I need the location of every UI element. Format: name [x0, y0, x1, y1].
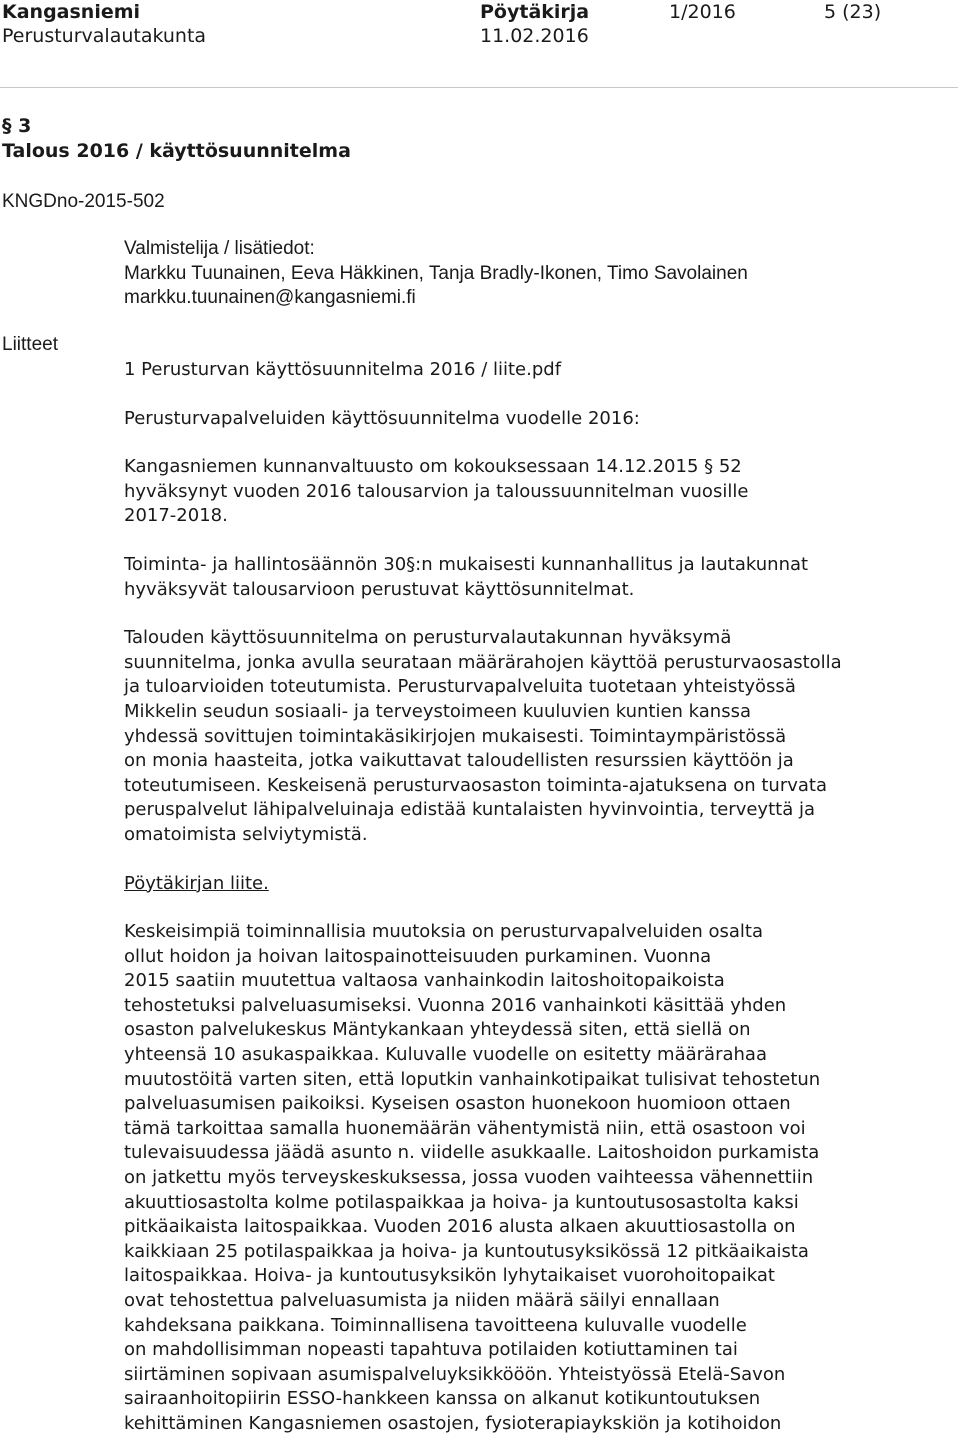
text-line: hyväksyvät talousarvioon perustuvat käyttösunnitelmat. [124, 578, 635, 600]
text-line: muutostöitä varten siten, että loputkin vanhainkotipaikat tulisivat tehostetun [124, 1068, 821, 1090]
text-line: on mahdollisimman nopeasti tapahtuva potilaiden kotiuttaminen tai [124, 1339, 738, 1361]
paragraph-regulation [124, 553, 904, 602]
header-divider [0, 87, 958, 88]
text-line: omatoimista selviytymistä. [124, 823, 368, 845]
text-line: Talouden käyttösuunnitelma on perusturvalautakunnan hyväksymä [124, 627, 732, 649]
text-line: ja tuloarvioiden toteutumista. Perusturvapalveluita tuotetaan yhteistyössä [124, 676, 796, 698]
header-organization: Kangasniemi [2, 1, 141, 23]
text-line: sairaanhoitopiirin ESSO-hankkeen kanssa on alkanut kotikuntoutuksen [124, 1388, 761, 1410]
header-meeting-number: 1/2016 [669, 1, 736, 23]
text-line: pitkäaikaista laitospaikkaa. Vuoden 2016 alusta alkaen akuuttiosastolla on [124, 1216, 796, 1238]
attachment-item: 1 Perusturvan käyttösuunnitelma 2016 / liite.pdf [124, 359, 562, 380]
text-line: 2017-2018. [124, 505, 228, 527]
header-page-number: 5 (23) [824, 1, 882, 23]
preparer-email: markku.tuunainen@kangasniemi.fi [124, 287, 416, 308]
appendix-link[interactable]: Pöytäkirjan liite. [124, 872, 269, 894]
header-date: 11.02.2016 [480, 25, 589, 47]
section-heading [2, 114, 351, 164]
text-line: Mikkelin seudun sosiaali- ja terveystoimeen kuuluvien kuntien kanssa [124, 700, 751, 722]
header-unit: Perusturvalautakunta [2, 25, 207, 47]
text-line: toteutumiseen. Keskeisenä perusturvaosaston toiminta-ajatuksena on turvata [124, 774, 827, 796]
text-line: ovat tehostettua palveluasumista ja niiden määrä säilyi ennallaan [124, 1290, 720, 1311]
text-line: Toiminta- ja hallintosäännön 30§:n mukaisesti kunnanhallitus ja lautakunnat [124, 553, 809, 575]
appendix-link-paragraph [124, 872, 904, 897]
document-body [124, 358, 904, 1437]
text-line: kahdeksana paikkana. Toiminnallisena tavoitteena kuluvalle vuodelle [124, 1314, 747, 1336]
attachments-label: Liitteet [2, 334, 58, 355]
text-line: on monia haasteita, jotka vaikuttavat taloudellisten resurssien käyttöön ja [124, 750, 794, 772]
section-number: 3 [18, 115, 32, 137]
section-symbol: § [2, 115, 12, 137]
text-line: osaston palvelukeskus Mäntykankaan yhteydessä siten, että siellä on [124, 1019, 751, 1041]
text-line: peruspalvelut lähipalveluinaja edistää kuntalaisten hyvinvointia, terveyttä ja [124, 799, 815, 821]
page-header [0, 0, 960, 90]
paragraph-key-changes [124, 920, 904, 1436]
text-line: ollut hoidon ja hoivan laitospainotteisuuden purkaminen. Vuonna [124, 945, 712, 967]
text-line: suunnitelma, jonka avulla seurataan määrärahojen käyttöä perusturvaosastolla [124, 651, 842, 673]
text-line: tehostetuksi palveluasumiseksi. Vuonna 2016 vanhainkoti käsittää yhden [124, 994, 787, 1016]
text-line: palveluasumisen paikoiksi. Kyseisen osaston huonekoon huomioon ottaen [124, 1093, 791, 1115]
text-line: 2015 saatiin muutettua valtaosa vanhainkodin laitoshoitopaikoista [124, 970, 725, 992]
preparer-block [124, 237, 748, 311]
paragraph-council-decision [124, 455, 904, 529]
header-document-type: Pöytäkirja [480, 1, 590, 23]
text-line: tulevaisuudessa jäädä asunto n. viidelle asukkaalle. Laitoshoidon purkamista [124, 1142, 820, 1164]
paragraph-budget-plan [124, 626, 904, 847]
section-title: Talous 2016 / käyttösuunnitelma [2, 140, 351, 162]
text-line: Kangasniemen kunnanvaltuusto om kokouksessaan 14.12.2015 § 52 [124, 456, 742, 478]
paragraph-intro: Perusturvapalveluiden käyttösuunnitelma vuodelle 2016: [124, 407, 640, 429]
text-line: tämä tarkoittaa samalla huonemäärän vähentymistä niin, että osastoon voi [124, 1117, 806, 1139]
text-line: akuuttiosastolta kolme potilaspaikkaa ja hoiva- ja kuntoutusosastolta kaksi [124, 1191, 799, 1213]
text-line: on jatkettu myös terveyskeskuksessa, jossa vuoden vaihteessa vähennettiin [124, 1167, 814, 1189]
text-line: laitospaikkaa. Hoiva- ja kuntoutusyksikön lyhytaikaiset vuorohoitopaikat [124, 1265, 775, 1287]
text-line: yhdessä sovittujen toimintakäsikirjojen mukaisesti. Toimintaympäristössä [124, 725, 787, 747]
record-number: KNGDno-2015-502 [2, 191, 165, 212]
text-line: siirtäminen sopivaan asumispalveluyksikkööön. Yhteistyössä Etelä-Savon [124, 1363, 786, 1385]
text-line: kehittäminen Kangasniemen osastojen, fysioterapiaykskiön ja kotihoidon [124, 1412, 782, 1434]
preparer-names: Markku Tuunainen, Eeva Häkkinen, Tanja Bradly-Ikonen, Timo Savolainen [124, 262, 748, 284]
text-line: yhteensä 10 asukaspaikkaa. Kuluvalle vuodelle on esitetty määrärahaa [124, 1044, 767, 1066]
preparer-label: Valmistelija / lisätiedot: [124, 238, 315, 259]
text-line: Keskeisimpiä toiminnallisia muutoksia on perusturvapalveluiden osalta [124, 921, 763, 943]
text-line: hyväksynyt vuoden 2016 talousarvion ja taloussuunnitelman vuosille [124, 480, 749, 502]
text-line: kaikkiaan 25 potilaspaikkaa ja hoiva- ja kuntoutusyksikössä 12 pitkäaikaista [124, 1240, 809, 1262]
